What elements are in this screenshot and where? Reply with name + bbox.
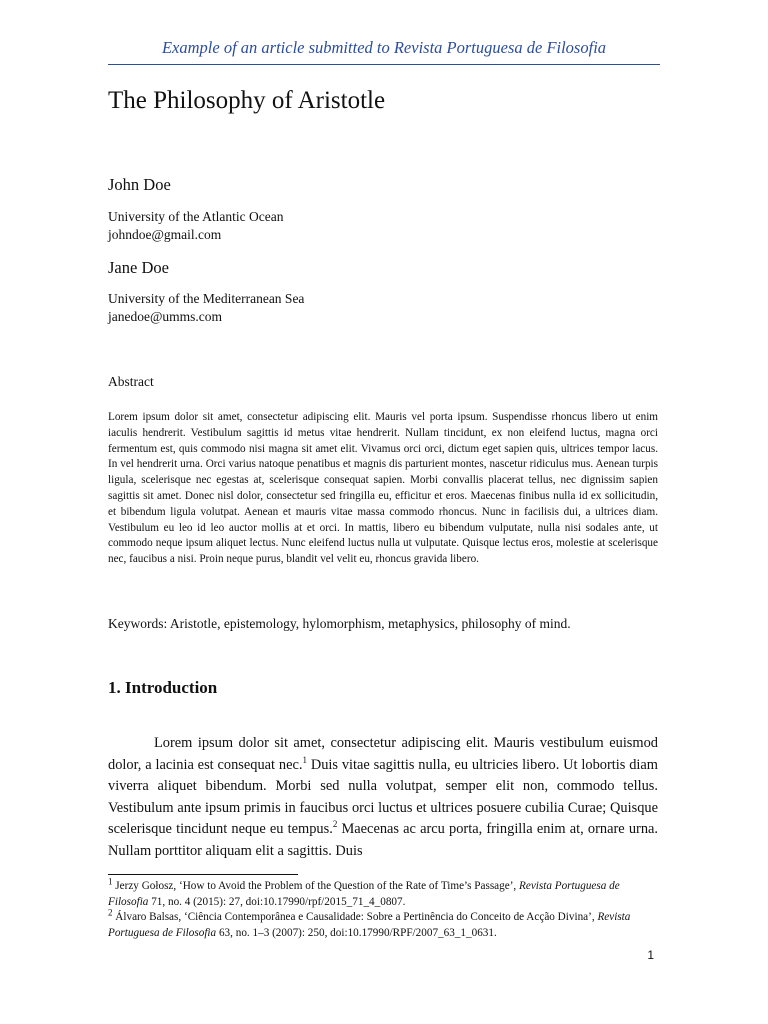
author-name-2: Jane Doe (108, 258, 169, 277)
author-affiliation-2 (108, 290, 304, 326)
footnotes (108, 876, 658, 941)
introduction-paragraph (108, 733, 658, 863)
author-affiliation-1 (108, 208, 283, 244)
footnote-ref-2[interactable]: 2 (332, 819, 338, 830)
footnote-ref-1[interactable]: 1 (302, 754, 307, 765)
footnote-2 (108, 907, 658, 941)
paragraph-text: Duis vitae sagittis nulla, eu ultricies libero. Ut lobortis diam viverra aliquet bibendum. Morbi sed nulla volutpat, semper elit non, commodo tellus. Vestibulum ante ipsum primis in faucibus orci luctus et ultrices posuere cubilia Curae; Quisque scelerisque tincidunt neque eu tempus. (108, 756, 658, 838)
affiliation-text: University of the Atlantic Ocean (108, 209, 284, 224)
running-head: Example of an article submitted to Revista Portuguesa de Filosofia (161, 38, 607, 57)
footnote-1 (108, 876, 658, 910)
author-email: janedoe@umms.com (108, 309, 223, 324)
footnote-number: 1 (108, 876, 113, 887)
article-title: The Philosophy of Aristotle (108, 87, 386, 114)
footnote-text: Jerzy Gołosz, ‘How to Avoid the Problem of the Question of the Rate of Time’s Passage’, (115, 880, 520, 892)
paragraph-text: Lorem ipsum dolor sit amet, consectetur adipiscing elit. Mauris vestibulum euismod dolor, a lacinia est consequat nec. (108, 735, 658, 773)
footnote-separator (108, 874, 298, 875)
footnote-text: Álvaro Balsas, ‘Ciência Contemporânea e Causalidade: Sobre a Pertinência do Conceito de Acção Divina’, (115, 911, 598, 923)
footnote-text: 63, no. 1–3 (2007): 250, doi:10.17990/RPF/2007_63_1_0631. (216, 926, 497, 939)
paragraph-text: Maecenas ac arcu porta, fringilla enim at, ornare urna. Nullam porttitor aliquam elit a sagittis. Duis (108, 821, 658, 859)
keywords-line: Keywords: Aristotle, epistemology, hylomorphism, metaphysics, philosophy of mind. (108, 616, 571, 631)
abstract-text: Lorem ipsum dolor sit amet, consectetur adipiscing elit. Mauris vel porta ipsum. Suspendisse rhoncus libero ut enim iaculis hendrerit. Vestibulum sagittis id metus vitae hendrerit. Nullam tincidunt, ex non eleifend luctus, magna orci fermentum est, quis commodo nisi magna sit amet elit. Vivamus orci orci, dictum eget sapien quis, ultrices tempor lacus. In vel hendrerit urna. Orci varius natoque penatibus et magnis dis parturient montes, nascetur ridiculus mus. Aenean turpis ligula, scelerisque nec egestas at, scelerisque consequat sapien. Morbi convallis placerat tellus, nec dignissim sapien sagittis sit amet. Donec nisl dolor, consectetur sed fringilla eu, efficitur et eros. Maecenas finibus nulla id ex sollicitudin, et bibendum ligula volutpat. Aenean et mauris vitae massa commodo rhoncus. Nunc in facilisis dui, a ultrices diam. Vestibulum eu leo id leo auctor mollis at et orci. In mattis, libero eu bibendum vulputate, nulla nisi sodales ante, ut commodo neque ipsum aliquet lectus. Nunc eleifend luctus nulla ut vulputate. Quisque lectus eros, molestie at scelerisque nec, faucibus a nisi. Proin neque purus, blandit vel velit eu, rhoncus gravida libero. (108, 411, 658, 566)
footnote-number: 2 (108, 907, 113, 918)
footnote-journal: Revista Portuguesa de Filosofia (108, 911, 631, 939)
abstract-heading: Abstract (108, 374, 154, 389)
affiliation-text: University of the Mediterranean Sea (108, 291, 305, 306)
footnote-text: 71, no. 4 (2015): 27, doi:10.17990/rpf/2015_71_4_0807. (148, 895, 406, 908)
header-rule (108, 64, 660, 65)
footnote-journal: Revista Portuguesa de Filosofia (108, 880, 620, 908)
author-name-1: John Doe (108, 175, 171, 194)
page-number: 1 (647, 948, 654, 962)
author-email: johndoe@gmail.com (108, 227, 222, 242)
section-heading-introduction: 1. Introduction (108, 678, 218, 697)
